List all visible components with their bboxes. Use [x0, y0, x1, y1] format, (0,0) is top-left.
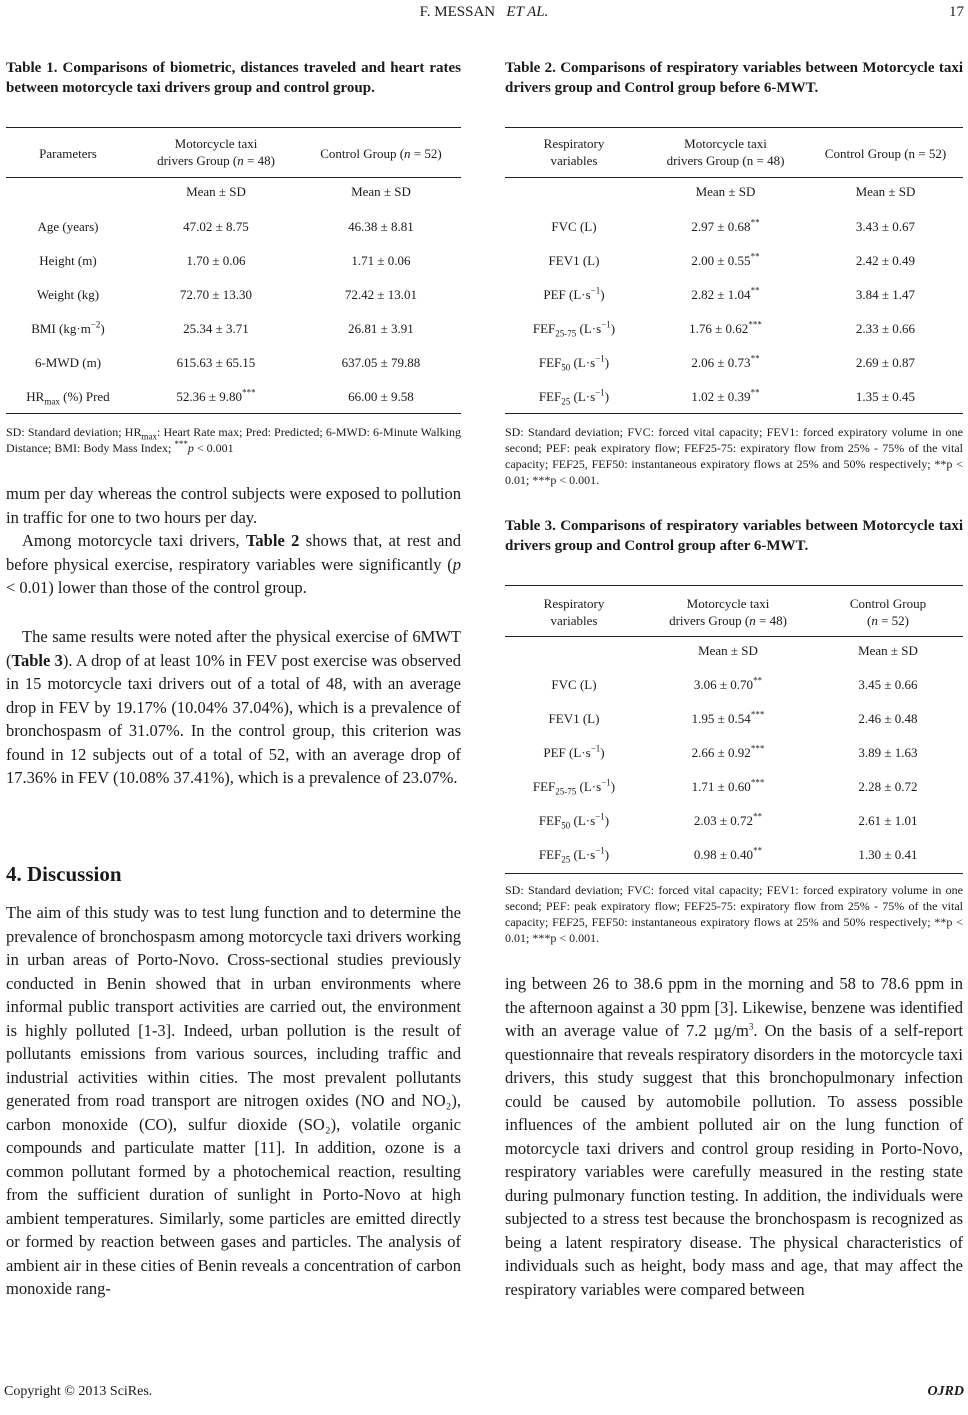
- table3-note: SD: Standard deviation; FVC: forced vital capacity; FEV1: forced expiratory volume in one second; PEF: peak expiratory flow; FEF25-75: expiratory flow from 25% - 75% of the vital capacity; FEF25, FEF50: instantaneous expiratory flows at 25% and 50% respectively; **p < 0.01; ***p < 0.001.: [505, 883, 963, 945]
- table1-header-rule: [6, 177, 461, 178]
- table2-row-ctrl: 2.42 ± 0.49: [855, 253, 916, 268]
- footer-copyright: Copyright © 2013 SciRes.: [4, 1384, 153, 1399]
- table3-row-moto: 2.03 ± 0.72**: [693, 811, 763, 828]
- table1-row-ctrl: 66.00 ± 9.58: [348, 389, 414, 404]
- table2-row-var: FEV1 (L): [548, 253, 600, 268]
- paragraph-table3-results: The same results were noted after the physical exercise of 6MWT (Table 3). A drop of at least 10% in FEV post exercise was observed in 15 motorcycle taxi drivers out of a total of 48, with an average drop in FEV by 19.17% (10.04% 37.04%), which is a prevalence of bronchospasm of 31.07%. In the control group, this criterion was found in 12 subjects out of a total of 52, with an average drop of 17.36% in FEV (10.08% 37.41%), which is a prevalence of 23.07%.: [6, 627, 461, 787]
- table3-row-moto: 3.06 ± 0.70**: [693, 675, 763, 692]
- paragraph-table2-results: Among motorcycle taxi drivers, Table 2 shows that, at rest and before physical exercise, respiratory variables were significantly (p < 0.01) lower than those of the control group.: [6, 531, 461, 597]
- table2-top-rule: [505, 127, 963, 128]
- table3-bottom-rule: [505, 873, 963, 874]
- table2: [505, 127, 963, 417]
- table2-row-var: FVC (L): [551, 219, 597, 234]
- table1-row-moto: 615.63 ± 65.15: [176, 355, 256, 370]
- table2-row-ctrl: 3.43 ± 0.67: [855, 219, 916, 234]
- table1-row-param: Age (years): [37, 219, 99, 234]
- table3-row-var: FVC (L): [551, 677, 597, 692]
- table3-row-moto: 1.71 ± 0.60***: [691, 777, 765, 794]
- table1-subheader-moto: Mean ± SD: [186, 184, 246, 199]
- table3-subheader-moto: Mean ± SD: [698, 643, 758, 658]
- table3-row-ctrl: 1.30 ± 0.41: [858, 847, 918, 862]
- table1-row-param: Height (m): [39, 253, 97, 268]
- table1-row-ctrl: 72.42 ± 13.01: [344, 287, 418, 302]
- table1-row-param: 6-MWD (m): [34, 355, 102, 370]
- table2-note: SD: Standard deviation; FVC: forced vital capacity; FEV1: forced expiratory volume in one second; PEF: peak expiratory flow; FEF25-75: expiratory flow from 25% - 75% of the vital capacity; FEF25, FEF50: instantaneous expiratory flows at 25% and 50% respectively; **p < 0.01; ***p < 0.001.: [505, 425, 963, 487]
- table2-header-variables-2: variables: [550, 153, 598, 168]
- table3-header-moto-1: Motorcycle taxi: [686, 596, 770, 611]
- table3-header-rule: [505, 636, 963, 637]
- table3-reference[interactable]: Table 3: [11, 650, 63, 670]
- table1-caption: Table 1. Comparisons of biometric, distances traveled and heart rates between motorcycle taxi drivers group and control group.: [6, 60, 461, 96]
- table2-subheader-moto: Mean ± SD: [695, 184, 756, 199]
- section-heading-discussion: 4. Discussion: [6, 862, 122, 886]
- table1-row-moto: 72.70 ± 13.30: [179, 287, 253, 302]
- table3-row-moto: 0.98 ± 0.40**: [693, 845, 763, 862]
- footer-journal: OJRD: [927, 1384, 964, 1399]
- table2-header-rule: [505, 177, 963, 178]
- table1-top-rule: [6, 127, 461, 128]
- table3-caption: Table 3. Comparisons of respiratory variables between Motorcycle taxi drivers group and Control group after 6-MWT.: [505, 518, 963, 554]
- table3-header-control-1: Control Group: [849, 596, 927, 611]
- table1-row-moto: 25.34 ± 3.71: [183, 321, 249, 336]
- header-author: F. MESSAN ET AL.: [419, 4, 549, 20]
- table2-row-var: $FEF_{50}$ $(L\cdot s^{-1})$: [538, 353, 610, 373]
- table2-row-moto: 1.76 ± 0.62***: [689, 319, 762, 336]
- table1-row-param: $HR_{max}$ (%) Pred: [26, 389, 110, 407]
- table2-row-moto: 2.06 ± 0.73**: [691, 353, 760, 370]
- table1-note: SD: Standard deviation; $HR_{max}$: Heart Rate max; Pred: Predicted; 6-MWD: 6-Minute Walking Distance; BMI: Body Mass Index; ***p < 0.001: [6, 425, 461, 455]
- table2-header-moto-2: drivers Group (n = 48): [666, 153, 785, 168]
- table3-top-rule: [505, 585, 963, 586]
- table2-reference[interactable]: Table 2: [245, 531, 300, 550]
- table1-row-ctrl: 637.05 ± 79.88: [341, 355, 421, 370]
- table1-row-ctrl: 26.81 ± 3.91: [348, 321, 414, 336]
- table3-subheader-control: Mean ± SD: [858, 643, 918, 658]
- table2-row-moto: 1.02 ± 0.39**: [691, 387, 760, 404]
- table1-row-ctrl: 1.71 ± 0.06: [351, 253, 411, 268]
- paragraph-right-continuation: ing between 26 to 38.6 ppm in the morning and 58 to 78.6 ppm in the afternoon against a 30 ppm [3]. Likewise, benzene was identified with an average value of 7.2 $\mu g/m^3$. On the basis of a self-report questionnaire that reveals respiratory disorders in the motorcycle taxi drivers, this study suggest that this bronchopulmonary infection could be caused by automobile pollution. To assess possible influences of the ambient polluted air on the lung function of motorcycle taxi drivers and control group residing in Porto-Novo, respiratory variables were carefully measured in the resting state during pulmonary function testing. In addition, the individuals were subjected to a stress test because the bronchospasm is recognized as being a latent respiratory disease. The physical characteristics of individuals such as height, body mass and age, that may affect the respiratory variables were compared between: [505, 974, 963, 1299]
- table2-row-moto: 2.00 ± 0.55**: [691, 251, 760, 268]
- table1: [6, 127, 461, 417]
- table1-row-moto: 52.36 ± 9.80***: [176, 387, 256, 404]
- table3-row-ctrl: 2.28 ± 0.72: [858, 779, 918, 794]
- table2-caption: Table 2. Comparisons of respiratory variables between Motorcycle taxi drivers group and Control group before 6-MWT.: [505, 60, 963, 96]
- table2-row-moto: 2.82 ± 1.04**: [691, 285, 760, 302]
- table2-header-moto-1: Motorcycle taxi: [684, 136, 767, 151]
- table2-bottom-rule: [505, 413, 963, 414]
- table1-header-moto-1: Motorcycle taxi: [174, 136, 258, 151]
- table1-bottom-rule: [6, 413, 461, 414]
- table1-row-param: BMI $(kg\cdot m^{-2})$: [31, 319, 105, 336]
- table3-header-variables-2: variables: [550, 613, 598, 628]
- table3-header-moto-2: drivers Group (n = 48): [669, 613, 787, 628]
- table2-row-var: $FEF_{25-75}$ $(L\cdot s^{-1})$: [532, 319, 616, 339]
- table3-row-var: PEF $(L\cdot s^{-1})$: [543, 743, 605, 760]
- table3: [505, 585, 963, 875]
- table1-subheader-control: Mean ± SD: [351, 184, 411, 199]
- table3-row-moto: 2.66 ± 0.92***: [691, 743, 765, 760]
- table2-row-var: $FEF_{25}$ $(L\cdot s^{-1})$: [538, 387, 610, 407]
- table2-header-control: Control Group (n = 52): [824, 146, 947, 161]
- table2-row-ctrl: 2.33 ± 0.66: [855, 321, 916, 336]
- table3-row-ctrl: 2.61 ± 1.01: [858, 813, 918, 828]
- table2-row-var: PEF $(L\cdot s^{-1})$: [543, 285, 605, 302]
- table3-row-ctrl: 2.46 ± 0.48: [858, 711, 918, 726]
- table3-row-ctrl: 3.45 ± 0.66: [858, 677, 918, 692]
- table3-row-var: $FEF_{25}$ $(L\cdot s^{-1})$: [538, 845, 610, 865]
- table1-header-control: Control Group (n = 52): [320, 146, 442, 161]
- table3-row-moto: 1.95 ± 0.54***: [691, 709, 765, 726]
- page-number: 17: [949, 4, 964, 20]
- table2-row-ctrl: 2.69 ± 0.87: [855, 355, 916, 370]
- table2-header-variables-1: Respiratory: [543, 136, 605, 151]
- table3-row-var: $FEF_{25-75}$ $(L\cdot s^{-1})$: [532, 777, 616, 797]
- table1-row-param: Weight (kg): [36, 287, 100, 302]
- table3-row-var: $FEF_{50}$ $(L\cdot s^{-1})$: [538, 811, 610, 831]
- table1-row-moto: 47.02 ± 8.75: [183, 219, 249, 234]
- table1-header-moto-2: drivers Group (n = 48): [157, 153, 275, 168]
- table1-header-parameters: Parameters: [39, 146, 97, 161]
- table3-header-control-2: (n = 52): [866, 613, 909, 628]
- table1-row-moto: 1.70 ± 0.06: [186, 253, 246, 268]
- table3-header-variables-1: Respiratory: [543, 596, 605, 611]
- paragraph-discussion: The aim of this study was to test lung function and to determine the prevalence of bronchospasm among motorcycle taxi drivers working in urban areas of Porto-Novo. Cross-sectional studies previously conducted in Benin showed that in urban environments where informal public transport activities are carried out, the environment is highly polluted [1-3]. Indeed, urban pollution is the result of pollutants emissions from various sources, including traffic and industrial activities within cities. The most prevalent pollutants generated from road transport are nitrogen oxides (NO and NO₂), carbon monoxide (CO), sulfur dioxide (SO₂), volatile organic compounds and particulate matter [11]. In addition, ozone is a common pollutant formed by a photochemical reaction, resulting from the sufficient duration of sunlight in Porto-Novo at high ambient temperatures. Similarly, some particles are emitted directly or formed by reaction between gases and particles. The analysis of ambient air in these cities of Benin reveals a concentration of carbon monoxide rang-: [6, 903, 461, 1298]
- table2-row-ctrl: 1.35 ± 0.45: [855, 389, 916, 404]
- paragraph-pollution-exposure: mum per day whereas the control subjects were exposed to pollution in traffic for one to two hours per day.: [6, 484, 461, 527]
- table3-row-ctrl: 3.89 ± 1.63: [858, 745, 918, 760]
- table2-subheader-control: Mean ± SD: [855, 184, 916, 199]
- table2-row-moto: 2.97 ± 0.68**: [691, 217, 760, 234]
- table3-row-var: FEV1 (L): [548, 711, 600, 726]
- table2-row-ctrl: 3.84 ± 1.47: [855, 287, 916, 302]
- running-header: [0, 4, 968, 26]
- table1-row-ctrl: 46.38 ± 8.81: [348, 219, 414, 234]
